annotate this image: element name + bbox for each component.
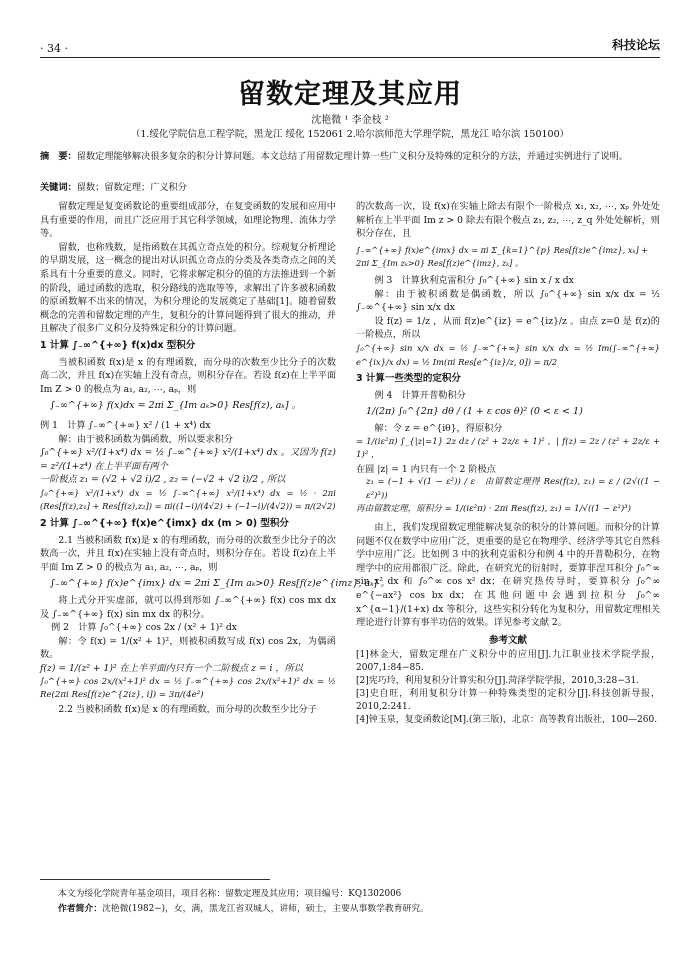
example-1-formula-2: 一阶极点 z₁ = (√2 + √2 i)/2 , z₂ = (−√2 + √2 i)/2 , 所以 bbox=[40, 474, 286, 486]
keywords-text: 留数；留数定理；广义积分 bbox=[76, 182, 187, 193]
section-2-title: 2 计算 ∫₋∞^{+∞} f(x)e^{imx} dx (m > 0) 型积分 bbox=[40, 518, 289, 530]
section-2-1-text-2: 将上式分开实虚部，就可以得到形如 ∫₋∞^{+∞} f(x) cos mx dx 及 ∫₋∞^{+∞} f(x) sin mx dx 的积分。 bbox=[40, 595, 336, 620]
references-title: 参考文献 bbox=[488, 634, 527, 646]
abstract-label: 摘 要： bbox=[40, 151, 77, 162]
article-title: 留数定理及其应用 bbox=[238, 79, 462, 110]
example-2-solution: 解：令 f(x) = 1/(x² + 1)²，则被积函数写成 f(x) cos 2x，为偶函数。 bbox=[40, 635, 336, 661]
example-3-formula-2: ∫₀^{+∞} sin x/x dx = ½ ∫₋∞^{+∞} sin x/x dx = ½ Im(∫₋∞^{+∞} e^{ix}/x dx) = ½ Im(πi Res[e^{iz}/z, 0]) = π/2 bbox=[356, 342, 660, 367]
keywords-label: 关键词： bbox=[40, 182, 77, 193]
left-column bbox=[40, 200, 390, 716]
example-4-formula: 1/(2π) ∫₀^{2π} dθ / (1 + ε cos θ)² (0 < ε < 1) bbox=[366, 406, 583, 418]
example-2-formula-2: ∫₀^{+∞} cos 2x/(x²+1)² dx = ½ ∫₋∞^{+∞} cos 2x/(x²+1)² dx = ½ Re(2πi Res[f(z)e^{2iz}, i]) = 3π/(4e²) bbox=[40, 676, 336, 701]
intro-paragraph-1: 留数定理是复变函数论的重要组成部分，在复变函数的发展和应用中具有重要的作用，而且广泛应用于其它科学领域，如理论物理、流体力学等。 bbox=[40, 201, 336, 240]
authors: 沈艳微 ¹ 李金枝 ² bbox=[311, 115, 389, 126]
example-4-solution: 解：令 z = e^{iθ}，得原积分 bbox=[374, 422, 503, 434]
author-bio bbox=[58, 901, 658, 914]
journal-section: 科技论坛 bbox=[611, 38, 660, 52]
example-4-text: 在圆 |z| = 1 内只有一个 2 阶极点 bbox=[356, 463, 496, 475]
author-bio-text: 沈艳微(1982−)，女，满，黑龙江省双城人，讲师，硕士，主要从事数学教育研究。 bbox=[102, 904, 429, 914]
affiliations: （1.绥化学院信息工程学院，黑龙江 绥化 152061 2.哈尔滨师范大学理学院，黑龙江 哈尔滨 150100） bbox=[130, 129, 570, 140]
right-column bbox=[356, 200, 660, 727]
abstract bbox=[40, 150, 660, 164]
page-number: · 34 · bbox=[40, 42, 68, 55]
section-2-1-formula: ∫₋∞^{+∞} f(x)e^{imx} dx = 2πi Σ_{Im aₖ>0} Res[f(z)e^{imz}, aₖ] 。 bbox=[50, 578, 390, 590]
section-1-formula: ∫₋∞^{+∞} f(x)dx = 2πi Σ_{Im aₖ>0} Res[f(z), aₖ] 。 bbox=[50, 400, 302, 412]
example-1-formula-3: ∫₀^{+∞} x²/(1+x⁴) dx = ½ ∫₋∞^{+∞} x²/(1+x⁴) dx = ½ · 2πi (Res[f(z),z₁] + Res[f(z),z₂]) = πi((1−i)/(4√2) + (−1−i)/(4√2)) = π/(2√2) bbox=[40, 487, 336, 512]
section-1-title: 1 计算 ∫₋∞^{+∞} f(x)dx 型积分 bbox=[40, 339, 196, 351]
section-2-2-text: 2.2 当被积函数 f(x)是 x 的有理函数，而分母的次数至少比分子 bbox=[58, 703, 317, 715]
section-1-text: 当被积函数 f(x)是 x 的有理函数，而分母的次数至少比分子的次数高二次，并且 f(x)在实轴上没有奇点，则积分存在。若设 f(z)在上半平面 Im Z > 0 的极点为 a₁, a₂, ⋯, aₚ，则 bbox=[40, 356, 336, 395]
section-3-title: 3 计算一些类型的定积分 bbox=[356, 373, 461, 385]
example-1-solution: 解：由于被积函数为偶函数，所以要求积分 bbox=[58, 433, 233, 445]
keywords bbox=[40, 179, 660, 193]
reference-item: [4]钟玉泉，复变函数论[M].(第三版)，北京：高等教育出版社，100—260. bbox=[356, 715, 658, 726]
reference-item: [3]史自旺，利用复积分计算一种特殊类型的定积分[J].科技创新导报，2010,2:241. bbox=[356, 689, 660, 713]
section-2-1-text: 2.1 当被积函数 f(x)是 x 的有理函数，而分母的次数至少比分子的次数高一次，并且 f(x)在实轴上没有奇点时，则积分存在。若设 f(z)在上半平面 Im Z > 0 的极点为 a₁, a₂, ⋯, aₚ，则 bbox=[40, 534, 336, 573]
example-3-heading: 例 3 计算狄利克雷积分 ∫₀^{+∞} sin x / x dx bbox=[374, 274, 574, 286]
abstract-text: 留数定理能够解决很多复杂的积分计算问题。本文总结了用留数定理计算一些广义积分及特殊的定积分的方法，并通过实例进行了说明。 bbox=[76, 151, 628, 162]
footnote-rule bbox=[40, 879, 270, 880]
section-2-2-formula: ∫₋∞^{+∞} f(x)e^{imx} dx = πi Σ_{k=1}^{p} Res[f(z)e^{imz}, xₖ] + 2πi Σ_{Im zₖ>0} Res[f(z)e^{imz}, zₖ] 。 bbox=[356, 244, 649, 269]
reference-item: [2]宪巧玲，利用复积分计算实积分[J].菏泽学院学报，2010,3:28−31. bbox=[356, 676, 640, 687]
funding-note: 本文为绥化学院青年基金项目，项目名称：留数定理及其应用；项目编号：KQ1302006 bbox=[58, 889, 402, 899]
example-3-formula-1: 设 f(z) = 1/z ，从而 f(z)e^{iz} = e^{iz}/z 。由点 z=0 是 f(z)的一阶极点，所以 bbox=[356, 315, 660, 341]
example-4-formula-3: z₁ = (−1 + √(1 − ε²)) / ε 由留数定理得 Res(f(z), z₁) = ε / (2√((1 − ε²)³)) bbox=[366, 477, 660, 501]
references-list bbox=[356, 649, 660, 727]
example-1-formula-1: ∫₀^{+∞} x²/(1+x⁴) dx = ½ ∫₋∞^{+∞} x²/(1+x⁴) dx 。又因为 f(z) = z²/(1+z⁴) 在上半平面有两个 bbox=[40, 447, 336, 472]
example-3-solution: 解：由于被积函数是偶函数，所以 ∫₀^{+∞} sin x/x dx = ½ ∫₋∞^{+∞} sin x/x dx bbox=[356, 288, 660, 314]
example-1-heading: 例 1 计算 ∫₋∞^{+∞} x² / (1 + x⁴) dx bbox=[40, 419, 211, 431]
header-rule bbox=[40, 57, 660, 58]
intro-paragraph-2: 留数，也称残数，是指函数在其孤立奇点处的积分。综观复分析理论的早期发展，这一概念的提出对认识孤立奇点的分类及各类奇点之间的关系具有十分重要的意义。同时，它将求解定积分的值的方法推进到一个新的阶段，通过函数的选取，积分路线的选取等等，求解出了许多被积函数的原函数解不出来的情况，为积分理论的发展奠定了基础[1]。随着留数概念的完善和留数定理的产生，复积分的计算问题得到了很大的推动，并且解决了很多广义积分及特殊定积分的计算问题。 bbox=[40, 241, 336, 335]
conclusion-paragraph: 由上，我们发现留数定理能解决复杂的积分的计算问题。而积分的计算问题不仅在数学中应用广泛，更重要的是它在物理学、经济学等其它自然科学中应用广泛。比如例 3 中的狄利克雷积分和例 4 中的开普勒积分，在物理学中的应用都很广泛。除此，在研究光的衍射时，要算菲涅耳积分 ∫₀^∞ sin x² dx 和 ∫₀^∞ cos x² dx；在研究热传导时，要算积分 ∫₀^∞ e^{−ax²} cos bx dx；在其他问题中会遇到拉积分 ∫₀^∞ x^{α−1}/(1+x) dx 等积分，这些实积分转化为复积分，用留数定理相关理论进行计算有事半功倍的效果。详见参考文献 2。 bbox=[356, 522, 660, 629]
author-bio-label: 作者简介： bbox=[58, 904, 102, 914]
example-2-heading: 例 2 计算 ∫₀^{+∞} cos 2x / (x² + 1)² dx bbox=[51, 622, 237, 634]
example-4-heading: 例 4 计算开普勒积分 bbox=[374, 389, 466, 401]
example-4-formula-2: = 1/(iε²π) ∫_{|z|=1} 2z dz / (z² + 2z/ε + 1)² ，| f(z) = 2z / (z² + 2z/ε + 1)² ， bbox=[356, 436, 660, 461]
example-4-formula-4: 再由留数定理，原积分 = 1/(iε²π) · 2πi Res(f(z), z₁) = 1/√((1 − ε²)³) bbox=[356, 504, 631, 515]
example-2-formula-1: f(z) = 1/(z² + 1)² 在上半平面内只有一个二阶极点 z = i ，所以 bbox=[40, 663, 303, 674]
section-2-2-continued: 的次数高一次，设 f(x)在实轴上除去有限个一阶极点 x₁, x₂, ⋯, xₚ 外处处解析在上半平面 Im z > 0 除去有限个极点 z₁, z₂, ⋯, z_q 外处处解析，则积分存在，且 bbox=[356, 201, 660, 240]
reference-item: [1]林金大，留数定理在广义积分中的应用[J].九江职业技术学院学报，2007,1:84−85. bbox=[356, 650, 660, 674]
